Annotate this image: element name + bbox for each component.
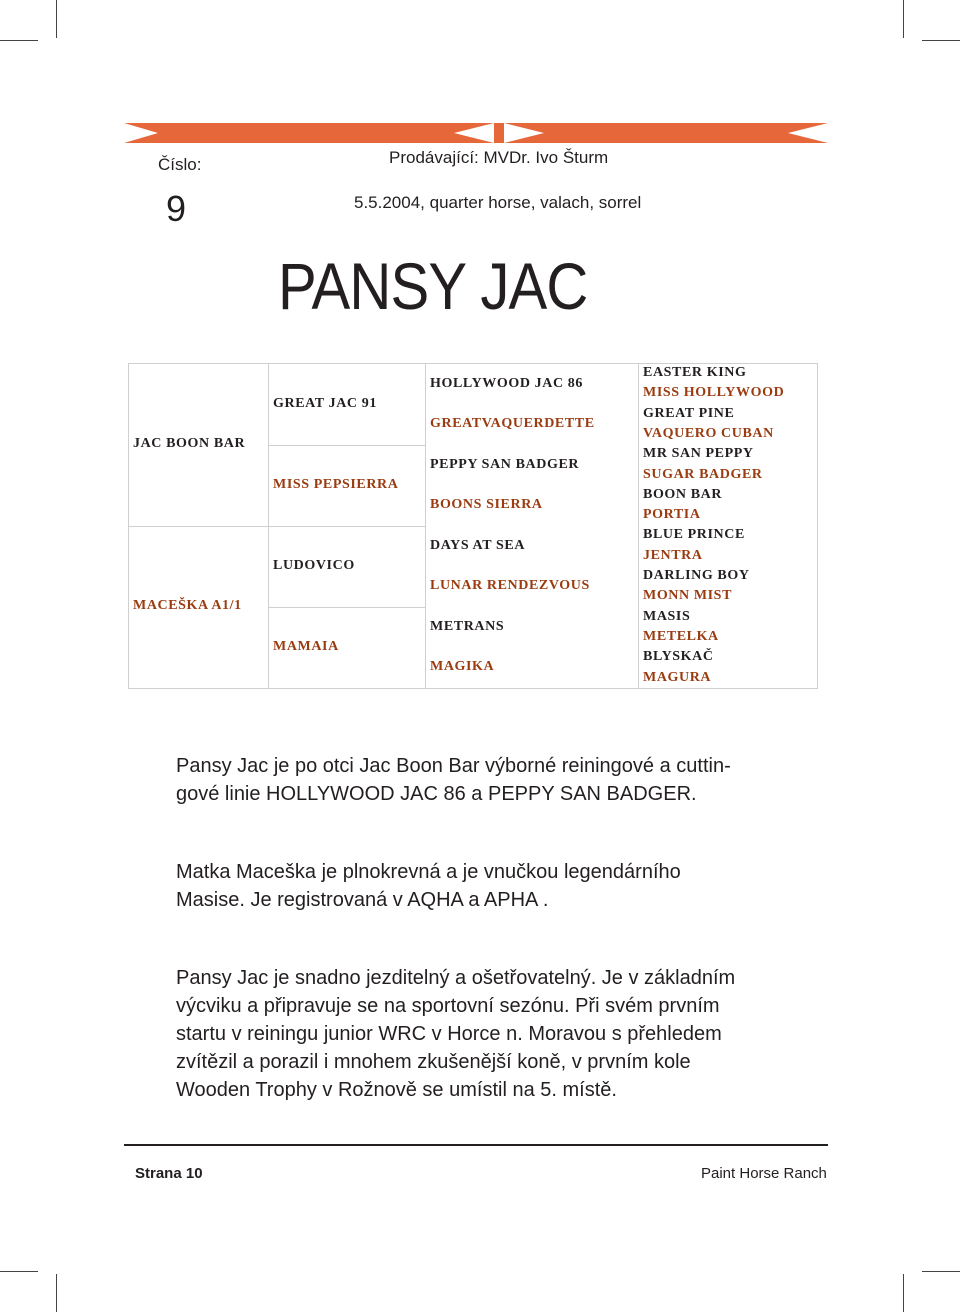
pedigree-gen1-sire: JAC BOON BAR: [133, 436, 246, 451]
pedigree-gen4-item: JENTRA: [643, 548, 703, 563]
pedigree-gen4-item: MASIS: [643, 609, 691, 624]
text-line: gové linie HOLLYWOOD JAC 86 a PEPPY SAN BADGER.: [176, 783, 697, 805]
pedigree-row-divider: [269, 526, 426, 527]
pedigree-gen2-item: LUDOVICO: [273, 558, 355, 573]
text-line: výcviku a připravuje se na sportovní sezónu. Při svém prvním: [176, 995, 720, 1017]
crop-mark: [903, 0, 904, 38]
paragraph-dam-line: [176, 858, 816, 914]
crop-mark: [56, 1274, 57, 1312]
pedigree-gen4-item: MISS HOLLYWOOD: [643, 385, 785, 400]
pedigree-col-divider: [638, 364, 639, 688]
pedigree-gen4-item: BOON BAR: [643, 487, 723, 502]
pedigree-gen4-item: VAQUERO CUBAN: [643, 426, 774, 441]
crop-mark: [903, 1274, 904, 1312]
header-band: [124, 123, 828, 143]
paragraph-training: [176, 964, 816, 1104]
text-line: Wooden Trophy v Rožnově se umístil na 5. místě.: [176, 1079, 617, 1101]
pedigree-gen3-item: PEPPY SAN BADGER: [430, 457, 580, 472]
pedigree-gen3-item: LUNAR RENDEZVOUS: [430, 578, 590, 593]
text-line: Masise. Je registrovaná v AQHA a APHA .: [176, 889, 549, 911]
text-line: zvítězil a porazil i mnohem zkušenější koně, v prvním kole: [176, 1051, 691, 1073]
horse-name: PANSY JAC: [278, 249, 588, 323]
pedigree-gen4-item: DARLING BOY: [643, 568, 750, 583]
pedigree-gen4-item: PORTIA: [643, 507, 701, 522]
horse-description: 5.5.2004, quarter horse, valach, sorrel: [354, 193, 642, 212]
crop-mark: [922, 40, 960, 41]
pedigree-gen3-item: GREATVAQUERDETTE: [430, 416, 595, 431]
pedigree-gen4-item: SUGAR BADGER: [643, 467, 763, 482]
crop-mark: [922, 1271, 960, 1272]
pedigree-table: [128, 363, 818, 689]
pedigree-gen3-item: DAYS AT SEA: [430, 538, 526, 553]
pedigree-row-divider: [269, 607, 426, 608]
crop-mark: [0, 1271, 38, 1272]
text-line: Pansy Jac je snadno jezditelný a ošetřovatelný. Je v základním: [176, 967, 736, 989]
pedigree-gen4-item: EASTER KING: [643, 365, 747, 380]
catalog-number: 9: [166, 188, 187, 229]
pedigree-gen4-item: BLYSKAČ: [643, 649, 714, 664]
pedigree-gen3-item: BOONS SIERRA: [430, 497, 543, 512]
pedigree-gen2-item: MAMAIA: [273, 639, 339, 654]
pedigree-row-divider: [269, 445, 426, 446]
band-notch: [124, 123, 158, 143]
footer-rule: [124, 1144, 828, 1146]
paragraph-sire-line: [176, 752, 816, 808]
crop-mark: [56, 0, 57, 38]
page-number: Strana 10: [135, 1165, 203, 1182]
pedigree-gen4-item: MR SAN PEPPY: [643, 446, 754, 461]
pedigree-gen2-item: MISS PEPSIERRA: [273, 477, 399, 492]
pedigree-gen4-item: MONN MIST: [643, 588, 733, 603]
pedigree-gen4-item: METELKA: [643, 629, 719, 644]
pedigree-gen3-item: METRANS: [430, 619, 505, 634]
pedigree-gen3-item: MAGIKA: [430, 659, 495, 674]
pedigree-gen4-item: BLUE PRINCE: [643, 527, 745, 542]
pedigree-gen2-item: GREAT JAC 91: [273, 396, 377, 411]
band-notch: [504, 123, 544, 143]
text-line: Pansy Jac je po otci Jac Boon Bar výborné reiningové a cuttin-: [176, 755, 731, 777]
number-label: Číslo:: [158, 155, 202, 174]
pedigree-gen4-item: MAGURA: [643, 670, 712, 685]
band-notch: [788, 123, 828, 143]
text-line: startu v reiningu junior WRC v Horce n. Moravou s přehledem: [176, 1023, 722, 1045]
footer-brand: Paint Horse Ranch: [701, 1165, 827, 1182]
pedigree-gen4-item: GREAT PINE: [643, 406, 735, 421]
seller-line: Prodávající: MVDr. Ivo Šturm: [389, 148, 609, 167]
pedigree-gen3-item: HOLLYWOOD JAC 86: [430, 376, 583, 391]
pedigree-row-divider: [129, 526, 269, 527]
band-notch: [454, 123, 494, 143]
pedigree-gen1-dam: MACEŠKA A1/1: [133, 598, 242, 613]
text-line: Matka Maceška je plnokrevná a je vnučkou legendárního: [176, 861, 681, 883]
crop-mark: [0, 40, 38, 41]
